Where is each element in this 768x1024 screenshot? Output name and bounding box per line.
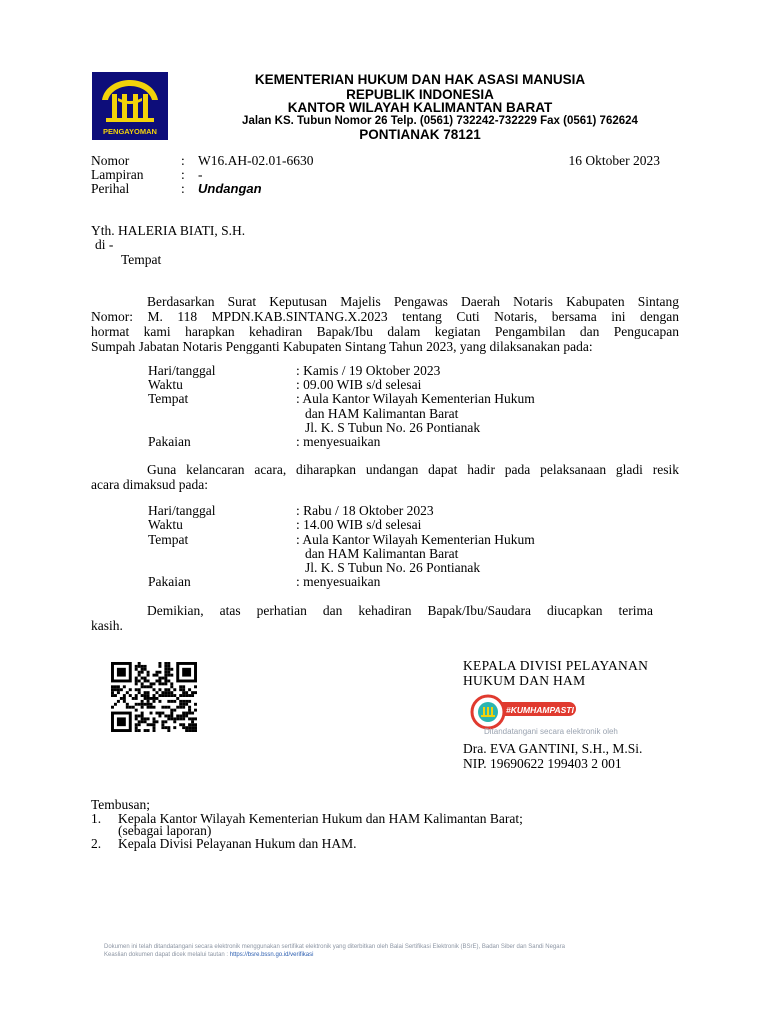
event1-tempat-value: : Aula Kantor Wilayah Kementerian Hukum (296, 391, 535, 406)
signatory-title-line1: KEPALA DIVISI PELAYANAN (463, 658, 649, 673)
stamp-hashtag: #KUMHAMPASTI (506, 705, 574, 715)
cc-title: Tembusan; (91, 797, 151, 812)
cc-item1-note: (sebagai laporan) (118, 823, 212, 838)
signatory-title-line2: HUKUM DAN HAM (463, 673, 586, 688)
cc-item1-number: 1. (91, 811, 102, 826)
perihal-colon: : (181, 181, 185, 196)
event1-tempat-value-line3: Jl. K. S Tubun No. 26 Pontianak (305, 420, 481, 435)
nomor-colon: : (181, 153, 185, 168)
cc-item2-number: 2. (91, 836, 102, 851)
footer-verify-notice (104, 952, 313, 958)
paragraph-intro (91, 294, 679, 354)
paragraph-rehearsal (91, 462, 679, 492)
nomor-label: Nomor (91, 153, 130, 168)
event2-tempat-value-line2: dan HAM Kalimantan Barat (305, 546, 459, 561)
event1-pakaian-label: Pakaian (148, 434, 191, 449)
paragraph-intro-line: Berdasarkan Surat Keputusan Majelis Pengawas Daerah Notaris Kabupaten Sintang (147, 294, 679, 309)
event1-pakaian-value: : menyesuaikan (296, 434, 381, 449)
perihal-label: Perihal (91, 181, 130, 196)
paragraph-rehearsal-line: Guna kelancaran acara, diharapkan undangan dapat hadir pada pelaksanaan gladi resik (147, 462, 679, 477)
ministry-logo (92, 72, 168, 140)
event2-pakaian-value: : menyesuaikan (296, 574, 381, 589)
event1-waktu-value: : 09.00 WIB s/d selesai (296, 377, 422, 392)
event2-tempat-value: : Aula Kantor Wilayah Kementerian Hukum (296, 532, 535, 547)
recipient-di: di - (95, 237, 114, 252)
footer-esign-notice: Dokumen ini telah ditandatangani secara elektronik menggunakan sertifikat elektronik yang diterbitkan oleh Balai Sertifikasi Elektronik (BSrE), Badan Siber dan Sandi Negara (104, 944, 565, 950)
republic-name: REPUBLIK INDONESIA (346, 87, 494, 102)
qr-code (111, 662, 197, 732)
stamp-caption: Ditandatangani secara elektronik oleh (484, 727, 618, 736)
signatory-name: Dra. EVA GANTINI, S.H., M.Si. (463, 741, 643, 756)
event2-tempat-value-line3: Jl. K. S Tubun No. 26 Pontianak (305, 560, 481, 575)
footer-verify-prefix: Keaslian dokumen dapat dicek melalui tautan : (104, 952, 230, 958)
event1-hari-value: : Kamis / 19 Oktober 2023 (296, 363, 441, 378)
ministry-name: KEMENTERIAN HUKUM DAN HAK ASASI MANUSIA (254, 72, 586, 87)
recipient-place: Tempat (121, 252, 162, 267)
verification-link[interactable]: https://bsre.bssn.go.id/verifikasi (229, 952, 314, 958)
paragraph-rehearsal-line: acara dimaksud pada: (91, 477, 208, 492)
perihal-value: Undangan (198, 181, 262, 196)
paragraph-closing-line: Demikian, atas perhatian dan kehadiran Bapak/Ibu/Saudara diucapkan terima (147, 603, 653, 618)
event2-waktu-value: : 14.00 WIB s/d selesai (296, 517, 422, 532)
event1-tempat-value-line2: dan HAM Kalimantan Barat (305, 406, 459, 421)
event2-hari-value: : Rabu / 18 Oktober 2023 (296, 503, 434, 518)
office-name: KANTOR WILAYAH KALIMANTAN BARAT (287, 100, 553, 115)
paragraph-closing (91, 603, 653, 633)
paragraph-closing-line: kasih. (91, 618, 123, 633)
event2-waktu-label: Waktu (148, 517, 183, 532)
lampiran-colon: : (181, 167, 185, 182)
event1-hari-label: Hari/tanggal (148, 363, 216, 378)
cc-item2-text: Kepala Divisi Pelayanan Hukum dan HAM. (118, 836, 357, 851)
event2-hari-label: Hari/tanggal (148, 503, 216, 518)
letter-date: 16 Oktober 2023 (568, 153, 660, 168)
lampiran-label: Lampiran (91, 167, 144, 182)
nomor-value: W16.AH-02.01-6630 (198, 153, 314, 168)
paragraph-intro-line: hormat kami harapkan kehadiran Bapak/Ibu dalam kegiatan Pengambilan dan Pengucapan (91, 324, 679, 339)
office-city: PONTIANAK 78121 (359, 127, 481, 142)
office-address: Jalan KS. Tubun Nomor 26 Telp. (0561) 732242-732229 Fax (0561) 762624 (242, 115, 638, 127)
event1-tempat-label: Tempat (148, 391, 189, 406)
event2-pakaian-label: Pakaian (148, 574, 191, 589)
event1-waktu-label: Waktu (148, 377, 183, 392)
paragraph-intro-line: Sumpah Jabatan Notaris Pengganti Kabupaten Sintang Tahun 2023, yang dilaksanakan pada: (91, 339, 593, 354)
lampiran-value: - (198, 167, 203, 182)
paragraph-intro-line: Nomor: M. 118 MPDN.KAB.SINTANG.X.2023 tentang Cuti Notaris, bersama ini dengan (91, 309, 679, 324)
logo-label: PENGAYOMAN (103, 127, 157, 136)
signatory-nip: NIP. 19690622 199403 2 001 (463, 756, 622, 771)
recipient-name: Yth. HALERIA BIATI, S.H. (91, 223, 246, 238)
event2-tempat-label: Tempat (148, 532, 189, 547)
cc-item1-text: Kepala Kantor Wilayah Kementerian Hukum dan HAM Kalimantan Barat; (118, 811, 523, 826)
